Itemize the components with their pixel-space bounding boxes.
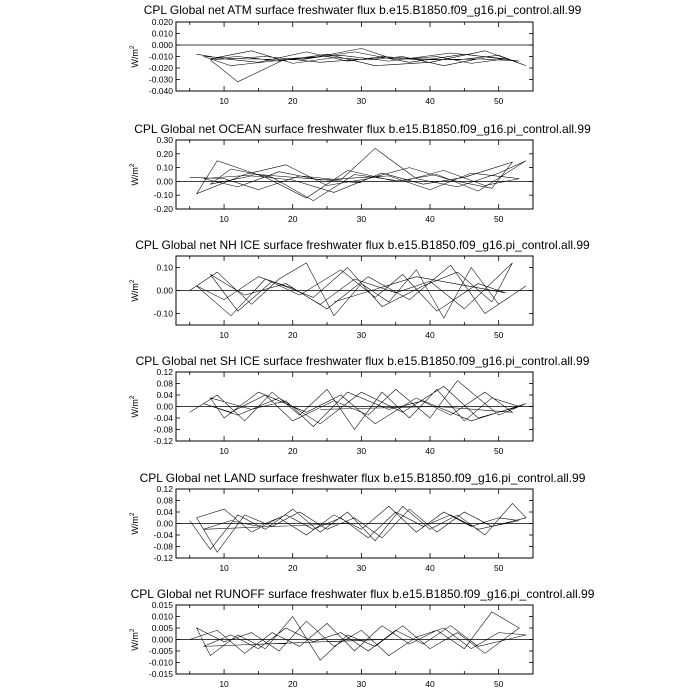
y-tick-label: -0.10: [153, 308, 173, 319]
y-tick-label: 0.00: [156, 518, 173, 529]
y-tick-label: 0.30: [156, 135, 173, 145]
y-tick-label: 0.12: [156, 367, 173, 377]
x-tick-label: 40: [425, 563, 435, 573]
y-axis-label: $W/m^2$: [129, 45, 140, 68]
chart-panel: [129, 354, 590, 456]
chart-panel: [129, 122, 591, 224]
y-tick-label: -0.12: [153, 436, 173, 446]
y-tick-label: -0.04: [153, 530, 173, 540]
y-axis-label: $W/m^2$: [129, 628, 140, 651]
x-tick-label: 30: [356, 330, 367, 340]
y-tick-label: 0.20: [156, 148, 173, 159]
x-tick-label: 30: [356, 446, 367, 456]
chart-title: CPL Global net LAND surface freshwater flux b.e15.B1850.f09_g16.pi_control.all.99: [139, 471, 586, 485]
y-tick-label: 0.010: [151, 28, 173, 39]
series-line: [190, 148, 526, 200]
x-tick-label: 40: [425, 214, 435, 224]
y-tick-label: 0.015: [151, 600, 173, 610]
chart-title: CPL Global net ATM surface freshwater flux b.e15.B1850.f09_g16.pi_control.all.99: [143, 3, 582, 17]
y-tick-label: 0.000: [151, 40, 173, 50]
y-tick-label: 0.000: [151, 634, 173, 645]
y-tick-label: 0.005: [151, 623, 173, 633]
y-tick-label: -0.10: [153, 190, 173, 201]
x-tick-label: 50: [493, 679, 504, 689]
x-tick-label: 40: [425, 96, 435, 106]
chart-panel: [129, 238, 590, 340]
x-tick-label: 40: [425, 330, 435, 340]
series-line: [190, 381, 526, 430]
y-tick-label: -0.020: [148, 63, 173, 73]
y-tick-label: -0.010: [148, 51, 173, 62]
x-tick-label: 30: [356, 679, 367, 689]
x-tick-label: 20: [287, 330, 298, 340]
y-tick-label: 0.12: [156, 484, 173, 494]
y-tick-label: -0.015: [148, 669, 173, 679]
y-tick-label: 0.00: [156, 176, 173, 187]
y-tick-label: -0.005: [148, 646, 173, 656]
chart-title: CPL Global net SH ICE surface freshwater flux b.e15.B1850.f09_g16.pi_control.all.99: [135, 354, 590, 368]
x-tick-label: 40: [425, 679, 435, 689]
x-tick-label: 20: [287, 563, 298, 573]
y-tick-label: -0.08: [153, 541, 173, 552]
x-tick-label: 30: [356, 563, 367, 573]
x-tick-label: 50: [493, 446, 504, 456]
y-tick-label: 0.00: [156, 401, 173, 412]
y-tick-label: 0.08: [156, 378, 173, 389]
x-tick-label: 40: [425, 446, 435, 456]
y-tick-label: 0.10: [156, 262, 173, 273]
y-tick-label: -0.04: [153, 413, 173, 423]
y-tick-label: -0.040: [148, 86, 173, 96]
y-axis-label: $W/m^2$: [129, 395, 140, 418]
x-tick-label: 20: [287, 214, 298, 224]
x-tick-label: 10: [219, 446, 229, 456]
series-line: [190, 612, 526, 660]
y-axis-label: $W/m^2$: [129, 163, 140, 186]
y-tick-label: 0.010: [151, 611, 173, 622]
y-tick-label: 0.04: [156, 390, 173, 400]
x-tick-label: 30: [356, 96, 367, 106]
y-tick-label: -0.20: [153, 204, 173, 214]
y-axis-label: $W/m^2$: [129, 512, 140, 535]
y-tick-label: 0.020: [151, 17, 173, 27]
y-tick-label: 0.00: [156, 285, 173, 296]
x-tick-label: 10: [219, 214, 229, 224]
y-tick-label: -0.12: [153, 553, 173, 563]
chart-title: CPL Global net NH ICE surface freshwater flux b.e15.B1850.f09_g16.pi_control.all.99: [135, 238, 590, 252]
chart-panel: [129, 587, 595, 689]
y-tick-label: -0.08: [153, 424, 173, 435]
x-tick-label: 10: [219, 563, 229, 573]
chart-panel: [129, 471, 586, 573]
plot-frame: [176, 22, 533, 91]
chart-title: CPL Global net RUNOFF surface freshwater flux b.e15.B1850.f09_g16.pi_control.all.99: [130, 587, 595, 601]
x-tick-label: 10: [219, 679, 229, 689]
x-tick-label: 10: [219, 330, 229, 340]
x-tick-label: 50: [493, 214, 504, 224]
y-tick-label: 0.10: [156, 162, 173, 173]
chart-title: CPL Global net OCEAN surface freshwater flux b.e15.B1850.f09_g16.pi_control.all.99: [134, 122, 591, 136]
y-tick-label: -0.030: [148, 74, 173, 85]
x-tick-label: 50: [493, 563, 504, 573]
y-tick-label: -0.010: [148, 657, 173, 668]
series-line: [197, 48, 526, 81]
series-line: [190, 503, 526, 552]
x-tick-label: 50: [493, 96, 504, 106]
x-tick-label: 20: [287, 96, 298, 106]
x-tick-label: 10: [219, 96, 229, 106]
y-axis-label: $W/m^2$: [129, 279, 140, 302]
chart-panel: [129, 3, 582, 106]
x-tick-label: 20: [287, 446, 298, 456]
y-tick-label: 0.04: [156, 507, 173, 517]
y-tick-label: 0.08: [156, 495, 173, 506]
x-tick-label: 50: [493, 330, 504, 340]
x-tick-label: 30: [356, 214, 367, 224]
x-tick-label: 20: [287, 679, 298, 689]
